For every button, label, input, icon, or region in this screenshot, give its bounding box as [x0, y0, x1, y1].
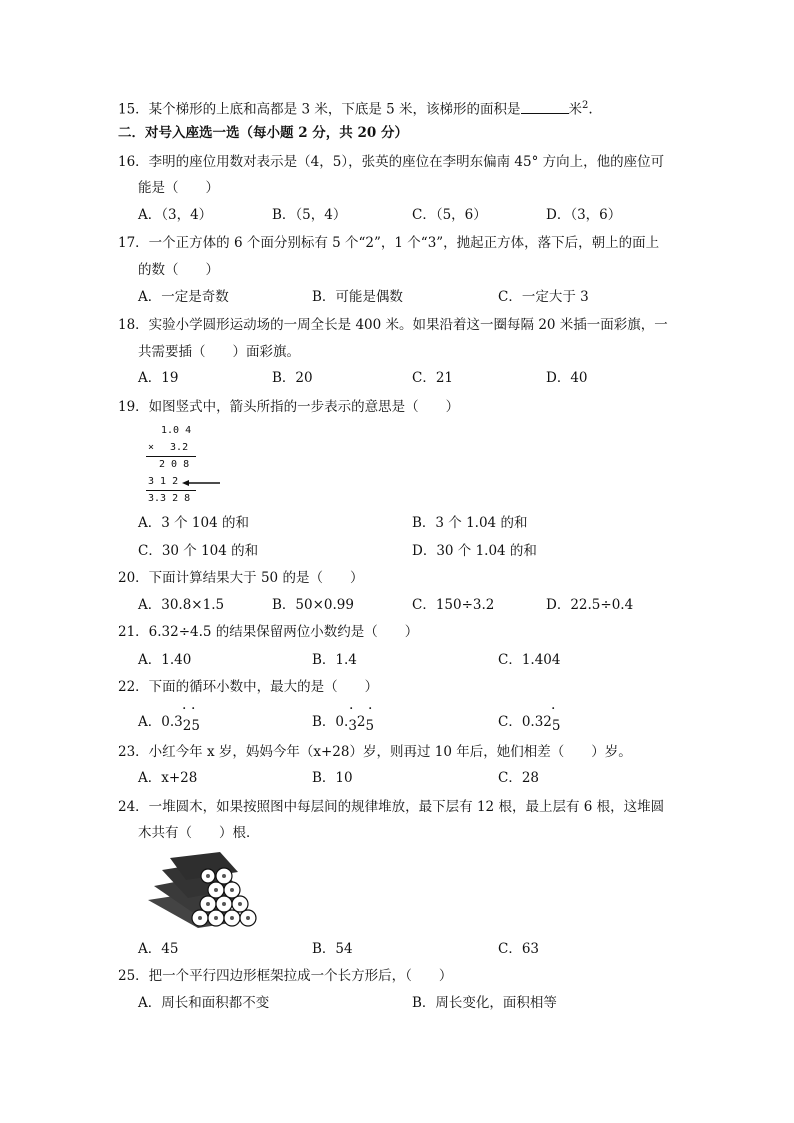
- q15-text: 15．某个梯形的上底和高都是 3 米，下底是 5 米，该梯形的面积是: [118, 101, 521, 118]
- q25-option-b[interactable]: B．周长变化，面积相等: [412, 995, 557, 1011]
- question-15: [118, 96, 593, 120]
- q23-option-a[interactable]: A．x+28: [138, 770, 198, 786]
- answer-blank[interactable]: [521, 99, 569, 114]
- q25-option-a[interactable]: A．周长和面积都不变: [138, 995, 270, 1011]
- repeat-dot: ·: [368, 701, 373, 717]
- q17-option-b[interactable]: B．可能是偶数: [312, 289, 403, 305]
- question-16-line2: 能是（ ）: [138, 180, 219, 196]
- q19-option-c[interactable]: C．30 个 104 的和: [138, 543, 259, 559]
- q20-option-b[interactable]: B．50×0.99: [272, 597, 354, 613]
- arrow-icon: [182, 479, 220, 487]
- question-18-line1: 18．实验小学圆形运动场的一周全长是 400 米。如果沿着这一圈每隔 20 米插一面彩旗，一: [118, 317, 668, 333]
- q22-c-digit1: 5: [551, 718, 561, 734]
- q22-a-digit2: 5: [191, 718, 200, 734]
- log-pile-image: [140, 852, 265, 930]
- q22-c-prefix: C．0.32: [498, 714, 552, 730]
- q24-option-a[interactable]: A．45: [138, 941, 179, 957]
- vertical-calculation: [138, 422, 228, 512]
- q17-option-a[interactable]: A．一定是奇数: [138, 289, 229, 305]
- question-17-line1: 17．一个正方体的 6 个面分别标有 5 个“2”，1 个“3”，抛起正方体，落下后，朝上的面上: [118, 235, 660, 251]
- q22-a-digit1: 2: [182, 718, 192, 734]
- q15-sup: 2: [582, 100, 589, 111]
- question-25-line1: 25．把一个平行四边形框架拉成一个长方形后，（ ）: [118, 968, 453, 984]
- q23-option-c[interactable]: C．28: [498, 770, 540, 786]
- q23-option-b[interactable]: B．10: [312, 770, 353, 786]
- q19-option-a[interactable]: A．3 个 104 的和: [138, 515, 249, 531]
- repeat-dot: ·: [182, 701, 187, 717]
- repeat-dot: ·: [349, 701, 354, 717]
- question-24-line1: 24．一堆圆木，如果按照图中每层间的规律堆放，最下层有 12 根，最上层有 6 根，这堆圆: [118, 799, 665, 815]
- q18-option-a[interactable]: A．19: [138, 370, 179, 386]
- calc-row-4: 3 1 2: [148, 476, 179, 487]
- q16-option-d[interactable]: D．（3，6）: [546, 207, 622, 223]
- question-18-line2: 共需要插（ ）面彩旗。: [138, 344, 300, 360]
- q21-option-b[interactable]: B．1.4: [312, 652, 357, 668]
- question-16-line1: 16．李明的座位用数对表示是（4，5），张英的座位在李明东偏南 45° 方向上，他的座位可: [118, 154, 665, 170]
- q22-option-a[interactable]: [138, 701, 200, 734]
- q16-option-c[interactable]: C．（5，6）: [412, 207, 487, 223]
- q24-option-b[interactable]: B．54: [312, 941, 353, 957]
- q20-option-c[interactable]: C．150÷3.2: [412, 597, 495, 613]
- question-24-line2: 木共有（ ）根．: [138, 825, 260, 841]
- q16-option-b[interactable]: B．（5，4）: [272, 207, 347, 223]
- calc-row-3: 2 0 8: [159, 459, 190, 470]
- q20-option-d[interactable]: D．22.5÷0.4: [546, 597, 634, 613]
- question-19-line1: 19．如图竖式中，箭头所指的一步表示的意思是（ ）: [118, 399, 460, 415]
- calc-row-2: × 3.2: [148, 442, 189, 453]
- q20-option-a[interactable]: A．30.8×1.5: [138, 597, 225, 613]
- question-17-line2: 的数（ ）: [138, 262, 219, 278]
- section-header: 二．对号入座选一选（每小题 2 分，共 20 分）: [118, 125, 408, 141]
- question-23-line1: 23．小红今年 x 岁，妈妈今年（x+28）岁，则再过 10 年后，她们相差（ ）岁。: [118, 744, 632, 760]
- q22-option-c[interactable]: [498, 701, 561, 734]
- q21-option-a[interactable]: A．1.40: [138, 652, 192, 668]
- q19-option-d[interactable]: D．30 个 1.04 的和: [412, 543, 537, 559]
- q18-option-c[interactable]: C．21: [412, 370, 454, 386]
- q24-option-c[interactable]: C．63: [498, 941, 540, 957]
- q22-b-digit1: 3: [348, 718, 357, 734]
- q18-option-b[interactable]: B．20: [272, 370, 313, 386]
- q22-b-digit2: 2: [356, 714, 366, 730]
- calc-row-1: 1.0 4: [161, 425, 192, 436]
- calc-row-5: 3.3 2 8: [148, 493, 191, 504]
- repeat-dot: ·: [191, 701, 196, 717]
- question-21-line1: 21．6.32÷4.5 的结果保留两位小数约是（ ）: [118, 624, 419, 640]
- q17-option-c[interactable]: C．一定大于 3: [498, 289, 589, 305]
- q22-b-prefix: B．0.: [312, 714, 349, 730]
- question-22-line1: 22．下面的循环小数中，最大的是（ ）: [118, 679, 379, 695]
- q22-b-digit3: 5: [365, 718, 375, 734]
- q16-option-a[interactable]: A．（3，4）: [138, 207, 213, 223]
- q18-option-d[interactable]: D．40: [546, 370, 588, 386]
- q22-a-prefix: A．0.3: [138, 714, 183, 730]
- question-20-line1: 20．下面计算结果大于 50 的是（ ）: [118, 570, 364, 586]
- q21-option-c[interactable]: C．1.404: [498, 652, 561, 668]
- q19-option-b[interactable]: B．3 个 1.04 的和: [412, 515, 528, 531]
- q15-unit: 米: [568, 101, 583, 118]
- q15-end: .: [588, 101, 593, 118]
- repeat-dot: ·: [551, 701, 556, 717]
- q22-option-b[interactable]: [312, 701, 375, 734]
